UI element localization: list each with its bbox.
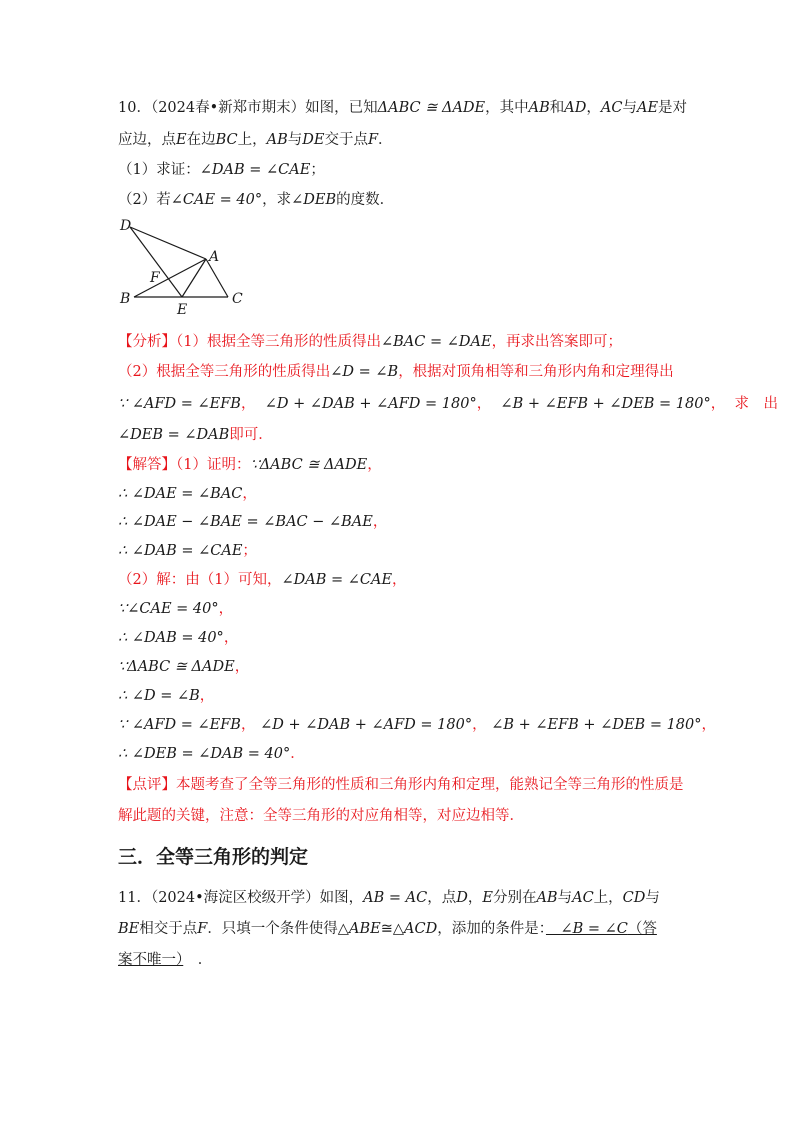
solution-line11: ∴ ∠DEB = ∠DAB = 40°． [118,746,305,762]
solution-line8: ∵ΔABC ≅ ΔADE， [118,659,250,675]
solution-line3: ∴ ∠DAE − ∠BAE = ∠BAC − ∠BAE， [118,514,388,530]
solution-line1: 【解答】（1）证明：∵ΔABC ≅ ΔADE， [118,457,382,473]
q10-part2: （2）若∠CAE = 40°，求∠DEB的度数． [118,192,395,208]
solution-line7: ∴ ∠DAB = 40°， [118,630,239,646]
label-C: C [232,291,243,307]
q10-line2: 应边，点E在边BC上，AB与DE交于点F． [118,132,393,148]
solution-line5: （2）解：由（1）可知，∠DAB = ∠CAE， [118,572,407,588]
q11-line1: 11．（2024•海淀区校级开学）如图，AB = AC，点D，E分别在AB与AC上，CD与 [118,890,660,906]
label-F: F [150,270,160,286]
analysis-line2: （2）根据全等三角形的性质得出∠D = ∠B，根据对顶角相等和三角形内角和定理得出 [118,364,674,380]
solution-line9: ∴ ∠D = ∠B， [118,688,215,704]
analysis-line1: 【分析】（1）根据全等三角形的性质得出∠BAC = ∠DAE，再求出答案即可； [118,334,623,350]
label-E: E [177,302,188,318]
answer-text: ∠B = ∠C [560,921,628,937]
q10-line1: 10．（2024春•新郑市期末）如图，已知ΔABC ≅ ΔADE，其中AB和AD，AC与AE是对 [118,100,688,116]
q11-line3: 案不唯一） ． [118,952,213,968]
q10-part1: （1）求证：∠DAB = ∠CAE； [118,162,325,178]
answer-blank: ∠B = ∠C（答 [560,921,657,937]
comment-line1: 【点评】本题考查了全等三角形的性质和三角形内角和定理，能熟记全等三角形的性质是 [118,777,684,793]
triangle-figure [110,210,260,320]
label-B: B [120,291,131,307]
comment-line2: 解此题的关键，注意：全等三角形的对应角相等，对应边相等． [118,808,524,824]
analysis-line3: ∵ ∠AFD = ∠EFB， ∠D + ∠DAB + ∠AFD = 180°， ∠B + ∠EFB + ∠DEB = 180°， 求 出 [118,396,778,412]
answer-note: 案不唯一） [118,952,184,968]
q11-line2: BE相交于点F．只填一个条件使得△ABE≅△ACD，添加的条件是： ∠B = ∠C（答 [118,921,657,937]
solution-line4: ∴ ∠DAB = ∠CAE； [118,543,257,559]
label-D: D [120,218,132,234]
label-A: A [209,249,220,265]
segment-BA [134,259,206,297]
section-title: 三．全等三角形的判定 [118,846,309,868]
solution-line10: ∵ ∠AFD = ∠EFB， ∠D + ∠DAB + ∠AFD = 180°， ∠B + ∠EFB + ∠DEB = 180°， [118,717,717,733]
solution-line6: ∵∠CAE = 40°， [118,601,234,617]
analysis-line4: ∠DEB = ∠DAB即可． [118,427,273,443]
solution-line2: ∴ ∠DAE = ∠BAC， [118,486,257,502]
